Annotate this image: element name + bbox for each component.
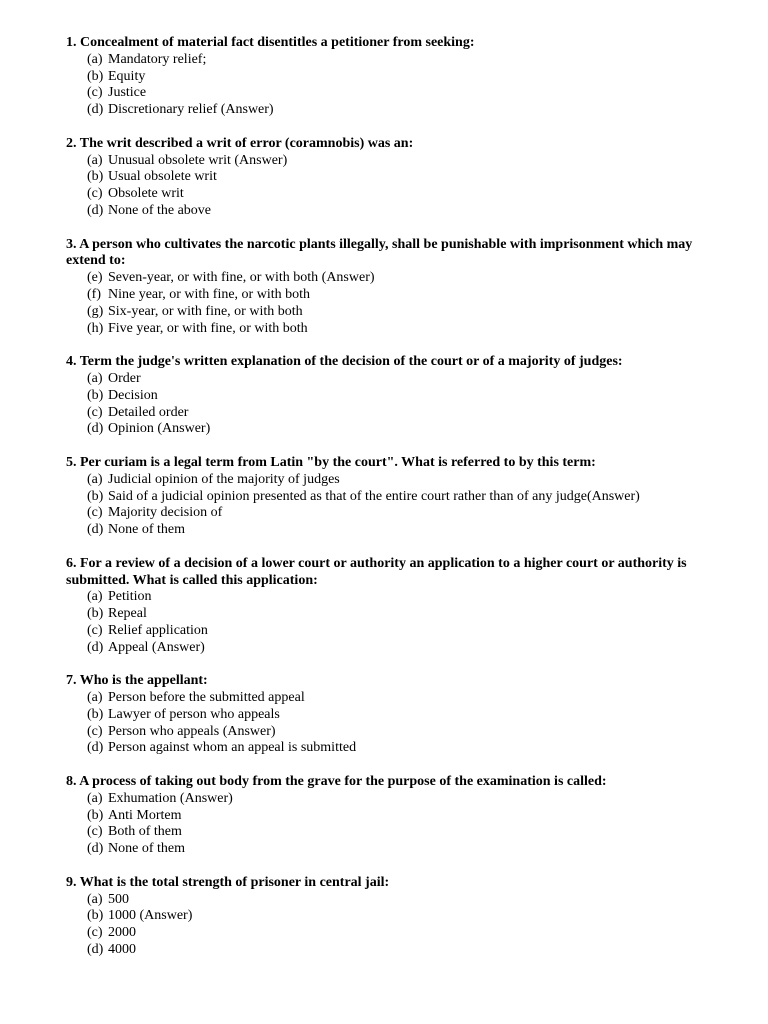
option-list (66, 52, 706, 119)
option-text: Six-year, or with fine, or with both (108, 303, 303, 319)
question-text: 2. The writ described a writ of error (coramnobis) was an: (66, 135, 414, 151)
option-text: Obsolete writ (108, 186, 184, 202)
option-text: Seven-year, or with fine, or with both (Answer) (108, 270, 375, 286)
option-item (87, 892, 706, 909)
option-letter: (a) (87, 790, 103, 806)
option-letter: (d) (87, 102, 104, 118)
question-block (66, 136, 706, 220)
option-text: Mandatory relief; (108, 51, 207, 67)
option-letter: (b) (87, 387, 104, 403)
option-item (87, 186, 706, 203)
option-item (87, 623, 706, 640)
option-text: Detailed order (108, 404, 189, 420)
option-text: Petition (108, 589, 152, 605)
option-item (87, 421, 706, 438)
option-letter: (a) (87, 51, 103, 67)
option-list (66, 690, 706, 757)
option-letter: (a) (87, 471, 103, 487)
option-text: None of the above (108, 202, 212, 218)
option-list (66, 589, 706, 656)
option-item (87, 606, 706, 623)
option-item (87, 942, 706, 959)
option-text: Decision (108, 387, 158, 403)
option-item (87, 824, 706, 841)
option-item (87, 925, 706, 942)
option-text: 4000 (108, 942, 136, 958)
question-block (66, 237, 706, 338)
option-text: Repeal (108, 606, 147, 622)
option-letter: (d) (87, 202, 104, 218)
option-letter: (a) (87, 891, 103, 907)
option-letter: (d) (87, 639, 104, 655)
option-list (66, 892, 706, 959)
option-letter: (f) (87, 286, 101, 302)
option-letter: (c) (87, 622, 103, 638)
option-item (87, 908, 706, 925)
option-letter: (b) (87, 606, 104, 622)
option-item (87, 321, 706, 338)
option-letter: (e) (87, 270, 103, 286)
option-item (87, 169, 706, 186)
option-letter: (b) (87, 706, 104, 722)
option-item (87, 724, 706, 741)
option-text: Order (108, 370, 141, 386)
option-item (87, 841, 706, 858)
option-text: 500 (108, 891, 129, 907)
option-letter: (d) (87, 841, 104, 857)
option-item (87, 270, 706, 287)
option-letter: (c) (87, 824, 103, 840)
option-item (87, 287, 706, 304)
option-list (66, 153, 706, 220)
option-item (87, 808, 706, 825)
option-text: Appeal (Answer) (108, 639, 205, 655)
option-text: Unusual obsolete writ (Answer) (108, 152, 288, 168)
option-letter: (d) (87, 740, 104, 756)
question-block (66, 455, 706, 539)
option-list (66, 472, 706, 539)
option-letter: (b) (87, 488, 104, 504)
option-letter: (c) (87, 505, 103, 521)
option-text: Usual obsolete writ (108, 169, 217, 185)
option-item (87, 589, 706, 606)
question-text: 6. For a review of a decision of a lower court or authority an application to a higher court or authority is submitted. What is called this application: (66, 555, 687, 588)
question-text: 1. Concealment of material fact disentitles a petitioner from seeking: (66, 35, 475, 50)
question-text: 7. Who is the appellant: (66, 673, 208, 689)
option-text: None of them (108, 522, 185, 538)
option-letter: (c) (87, 186, 103, 202)
option-letter: (a) (87, 690, 103, 706)
option-text: Said of a judicial opinion presented as that of the entire court rather than of any judge(Answer) (108, 488, 640, 504)
question-block (66, 354, 706, 438)
option-text: Equity (108, 68, 146, 84)
option-item (87, 740, 706, 757)
option-letter: (b) (87, 807, 104, 823)
option-text: Anti Mortem (108, 807, 182, 823)
option-text: None of them (108, 841, 185, 857)
option-item (87, 489, 706, 506)
option-text: Person who appeals (Answer) (108, 723, 276, 739)
option-item (87, 690, 706, 707)
question-block (66, 673, 706, 757)
option-text: Person before the submitted appeal (108, 690, 305, 706)
option-letter: (g) (87, 303, 104, 319)
option-item (87, 153, 706, 170)
option-text: Opinion (Answer) (108, 421, 211, 437)
option-letter: (a) (87, 589, 103, 605)
option-letter: (c) (87, 404, 103, 420)
option-letter: (b) (87, 908, 104, 924)
question-block (66, 774, 706, 858)
option-text: Lawyer of person who appeals (108, 706, 280, 722)
option-item (87, 640, 706, 657)
option-text: 1000 (Answer) (108, 908, 193, 924)
question-text: 3. A person who cultivates the narcotic plants illegally, shall be punishable with imprisonment which may extend to: (66, 236, 693, 269)
option-item (87, 472, 706, 489)
option-letter: (d) (87, 522, 104, 538)
option-text: Relief application (108, 622, 208, 638)
option-item (87, 405, 706, 422)
option-letter: (c) (87, 723, 103, 739)
option-text: Majority decision of (108, 505, 223, 521)
option-item (87, 52, 706, 69)
option-item (87, 102, 706, 119)
option-item (87, 707, 706, 724)
option-item (87, 791, 706, 808)
option-letter: (d) (87, 942, 104, 958)
question-text: 8. A process of taking out body from the grave for the purpose of the examination is called: (66, 774, 607, 790)
option-letter: (h) (87, 320, 104, 336)
question-block (66, 875, 706, 959)
option-letter: (b) (87, 169, 104, 185)
option-text: Judicial opinion of the majority of judges (108, 471, 340, 487)
option-letter: (a) (87, 370, 103, 386)
option-letter: (c) (87, 925, 103, 941)
option-list (66, 791, 706, 858)
question-text: 4. Term the judge's written explanation of the decision of the court or of a majority of judges: (66, 354, 623, 370)
option-text: Five year, or with fine, or with both (108, 320, 308, 336)
option-text: Nine year, or with fine, or with both (108, 286, 311, 302)
option-text: Exhumation (Answer) (108, 790, 233, 806)
option-item (87, 85, 706, 102)
option-item (87, 371, 706, 388)
option-item (87, 505, 706, 522)
question-text: 5. Per curiam is a legal term from Latin "by the court". What is referred to by this term: (66, 454, 596, 470)
option-text: Justice (108, 85, 147, 101)
question-block (66, 556, 706, 657)
option-item (87, 304, 706, 321)
option-letter: (d) (87, 421, 104, 437)
option-item (87, 203, 706, 220)
option-text: Person against whom an appeal is submitted (108, 740, 357, 756)
option-list (66, 270, 706, 337)
option-letter: (b) (87, 68, 104, 84)
option-text: Both of them (108, 824, 182, 840)
option-item (87, 69, 706, 86)
option-text: Discretionary relief (Answer) (108, 102, 274, 118)
option-list (66, 371, 706, 438)
option-item (87, 522, 706, 539)
question-block (66, 35, 706, 119)
option-letter: (a) (87, 152, 103, 168)
option-item (87, 388, 706, 405)
question-text: 9. What is the total strength of prisoner in central jail: (66, 874, 390, 890)
option-text: 2000 (108, 925, 136, 941)
option-letter: (c) (87, 85, 103, 101)
quiz-document (66, 35, 706, 976)
